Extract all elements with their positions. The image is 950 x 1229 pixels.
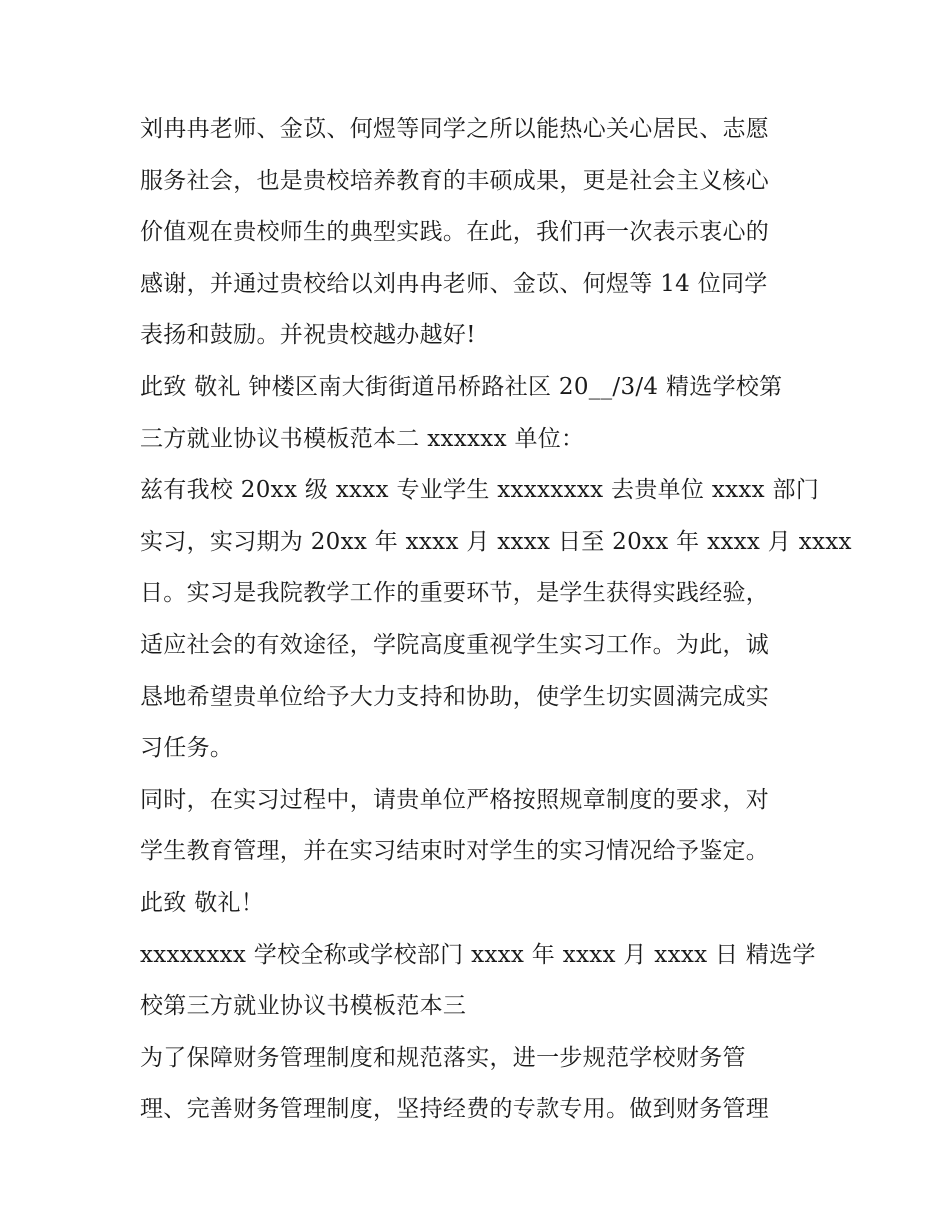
text-line: 实习，实习期为 20xx 年 xxxx 月 xxxx 日至 20xx 年 xxxx 月 xxxx [140, 528, 852, 555]
document-body [140, 104, 852, 1136]
text-line: 此致 敬礼！ [140, 889, 265, 916]
text-line: 理、完善财务管理制度，坚持经费的专款专用。做到财务管理 [140, 1096, 770, 1123]
text-line: 服务社会，也是贵校培养教育的丰硕成果，更是社会主义核心 [140, 167, 770, 194]
text-line: 感谢，并通过贵校给以刘冉冉老师、金苡、何煜等 14 位同学 [140, 270, 768, 297]
text-line: 刘冉冉老师、金苡、何煜等同学之所以能热心关心居民、志愿 [140, 116, 770, 142]
text-line: 日。实习是我院教学工作的重要环节，是学生获得实践经验， [140, 580, 770, 607]
text-line: xxxxxxxx 学校全称或学校部门 xxxx 年 xxxx 月 xxxx 日 精选学 [140, 941, 816, 968]
text-line: 价值观在贵校师生的典型实践。在此，我们再一次表示衷心的 [140, 219, 770, 246]
text-line: 为了保障财务管理制度和规范落实，进一步规范学校财务管 [140, 1044, 746, 1071]
text-line: 三方就业协议书模板范本二 xxxxxx 单位： [140, 425, 585, 452]
text-line: 同时，在实习过程中，请贵单位严格按照规章制度的要求，对 [140, 786, 770, 813]
text-line: 习任务。 [140, 735, 234, 762]
text-line: 学生教育管理，并在实习结束时对学生的实习情况给予鉴定。 [140, 838, 770, 865]
text-line: 适应社会的有效途径，学院高度重视学生实习工作。为此，诚 [140, 631, 770, 658]
text-line: 表扬和鼓励。并祝贵校越办越好! [140, 322, 476, 349]
text-line: 恳地希望贵单位给予大力支持和协助，使学生切实圆满完成实 [140, 683, 770, 710]
text-line: 此致 敬礼 钟楼区南大街街道吊桥路社区 20__/3/4 精选学校第 [140, 373, 783, 400]
text-line: 兹有我校 20xx 级 xxxx 专业学生 xxxxxxxx 去贵单位 xxxx 部门 [140, 477, 820, 504]
text-line: 校第三方就业协议书模板范本三 [140, 993, 467, 1020]
